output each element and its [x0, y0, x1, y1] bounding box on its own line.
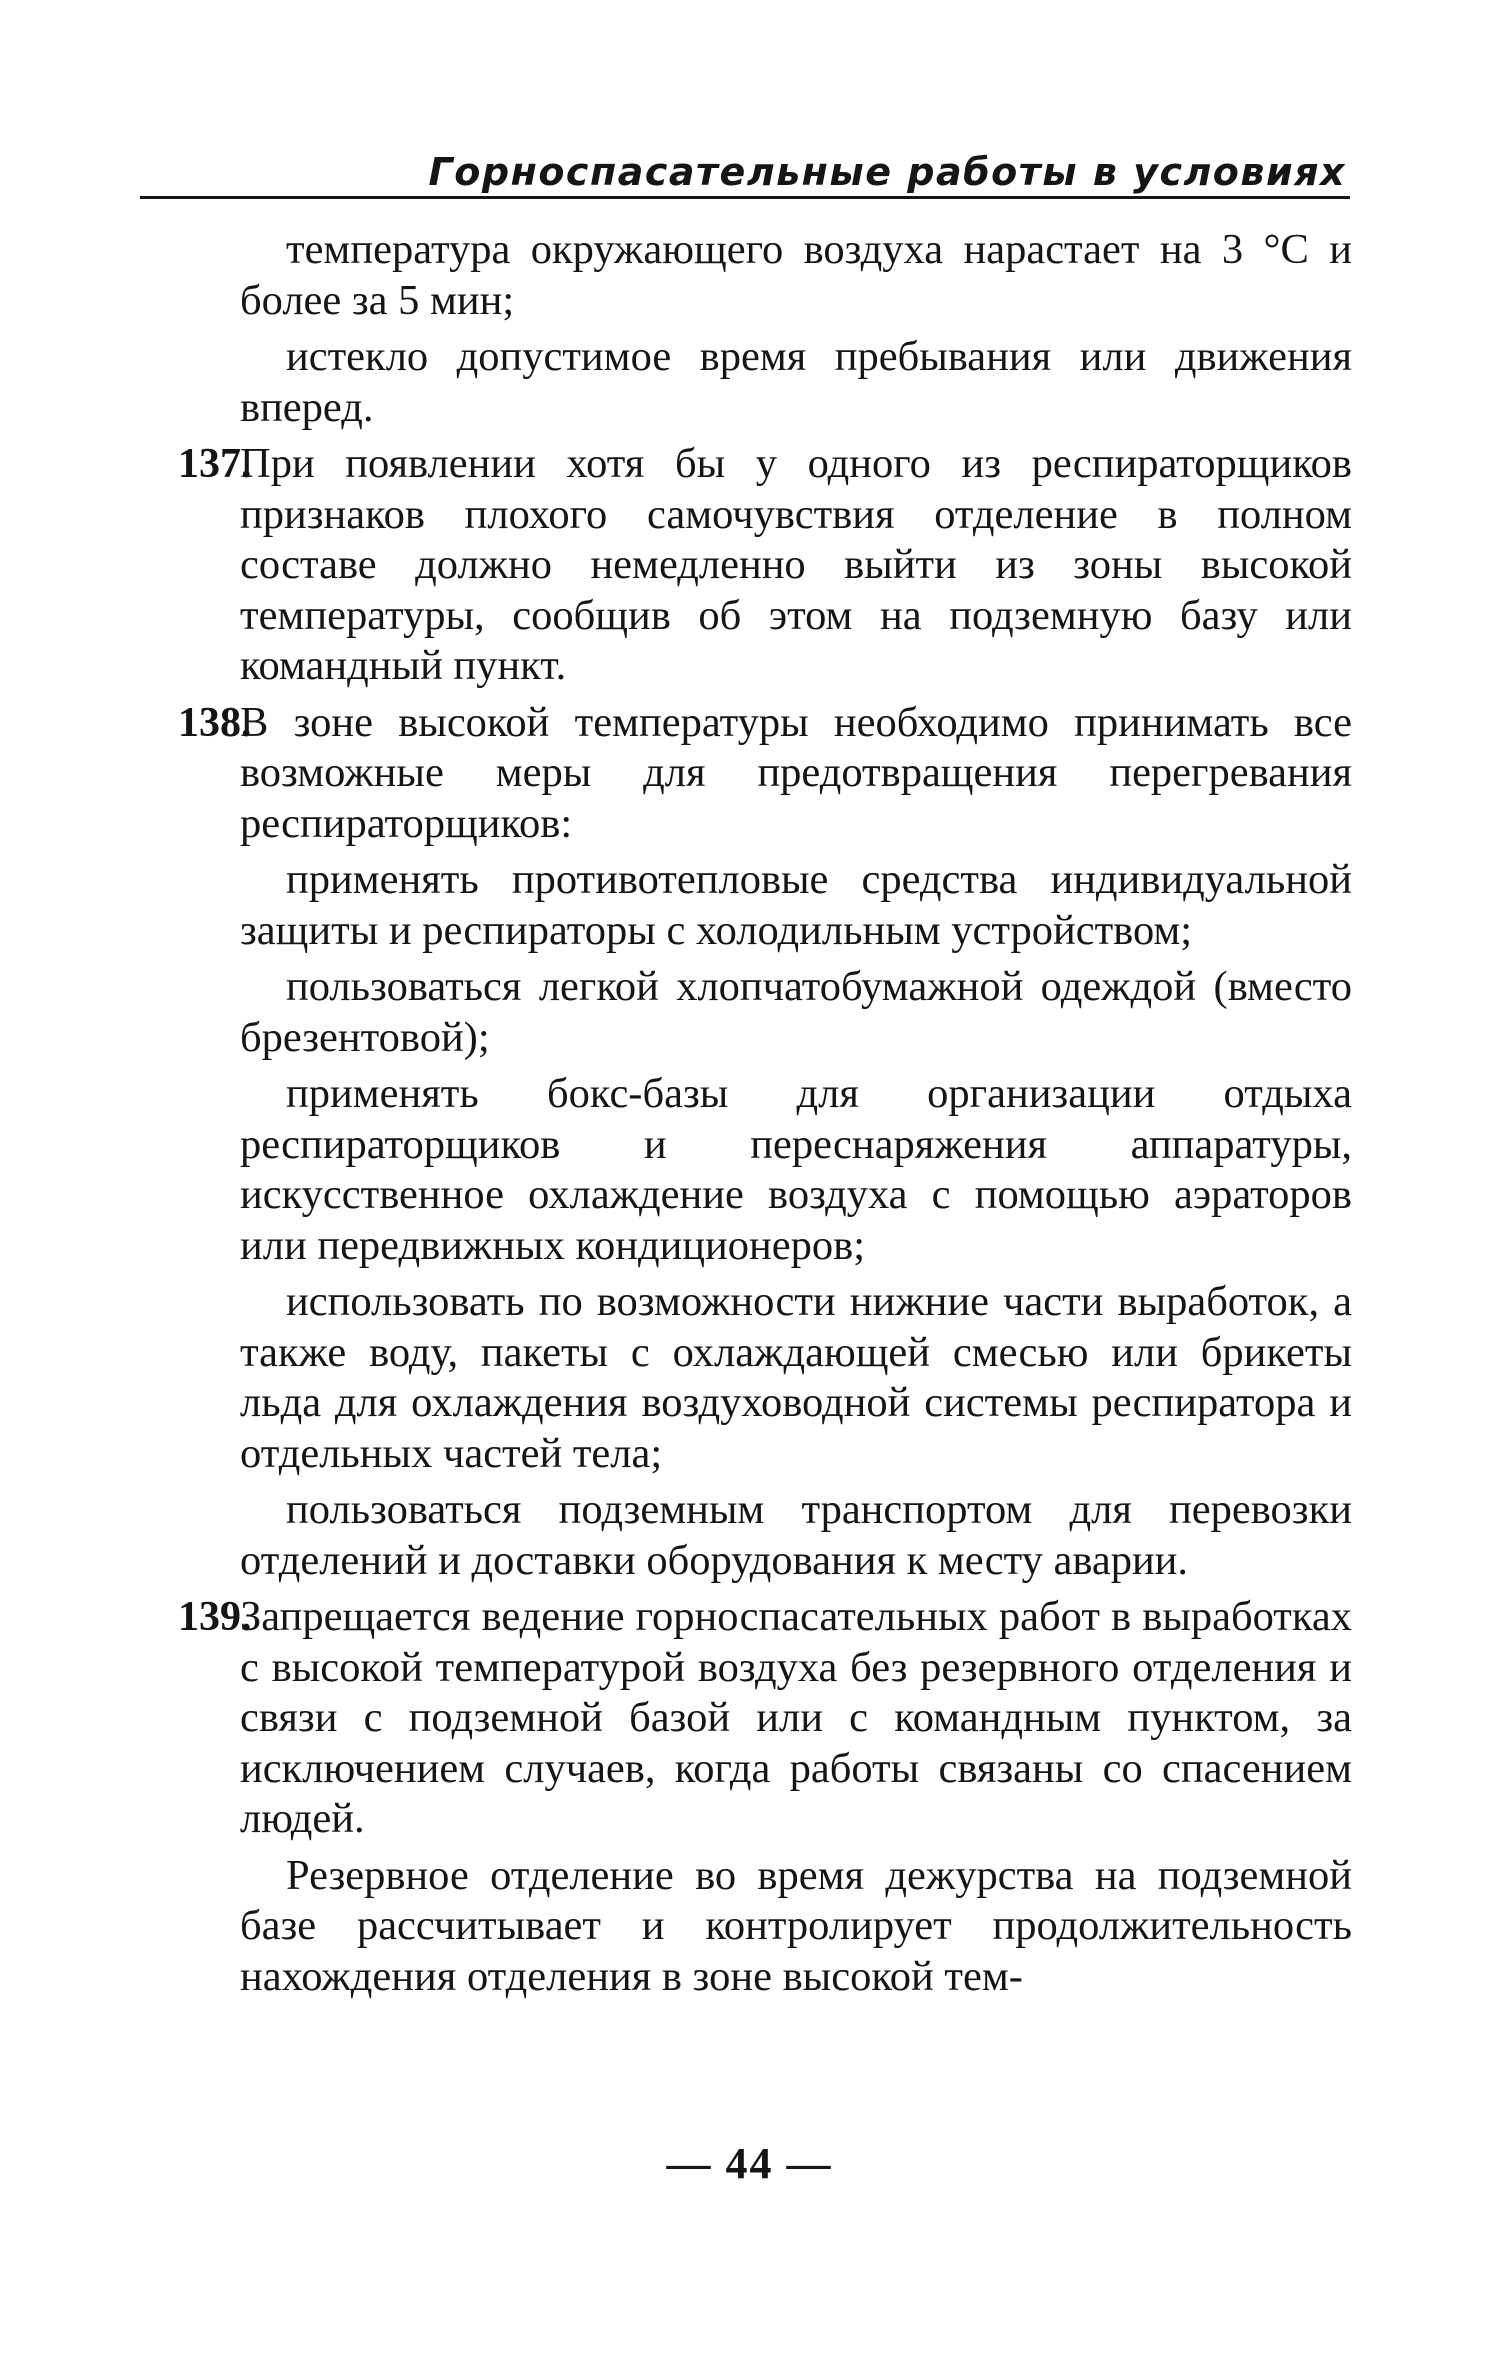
paragraph-light-clothing: пользоваться легкой хлопчатобумажной одеждой (вместо брезентовой);: [240, 963, 1352, 1061]
item-number: 138.: [178, 699, 252, 746]
paragraph-protective-equipment: применять противотепловые средства индивидуальной защиты и респираторы с холодильным устройством;: [240, 856, 1352, 954]
paragraph-temperature-rise: температура окружающего воздуха нарастает на 3 °С и более за 5 мин;: [240, 226, 1352, 324]
paragraph-underground-transport: пользоваться подземным транспортом для перевозки отделений и доставки оборудования к месту аварии.: [240, 1486, 1352, 1584]
numbered-item-138: [178, 698, 1352, 850]
item-number: 139.: [178, 1594, 252, 1640]
paragraph-lower-workings: использовать по возможности нижние части выработок, а также воду, пакеты с охлаждающей смесью или брикеты льда для охлаждения воздуховодной системы респиратора и отдельных частей тела;: [240, 1278, 1352, 1477]
item-number: 137.: [178, 441, 252, 487]
item-text: Запрещается ведение горноспасательных работ в выработках с высокой температурой воздуха без резервного отделения и связи с подземной базой или с командным пунктом, за исключением случаев, когда работы связаны со спасением людей.: [240, 1593, 1352, 1842]
paragraph-box-bases: применять бокс-базы для организации отдыха респираторщиков и переснаряжения аппаратуры, искусственное охлаждение воздуха с помощью аэраторов или передвижных кондиционеров;: [240, 1070, 1352, 1269]
numbered-item-137: [178, 439, 1352, 692]
running-header-title: Горноспасательные работы в условиях: [428, 150, 1346, 194]
running-header: [140, 148, 1350, 199]
page-body: [178, 225, 1352, 2008]
page-number: — 44 —: [666, 2139, 833, 2188]
item-text: В зоне высокой температуры необходимо принимать все возможные меры для предотвращения перегревания респираторщиков:: [240, 698, 1352, 847]
item-text: При появлении хотя бы у одного из респираторщиков признаков плохого самочувствия отделение в полном составе должно немедленно выйти из зоны высокой температуры, сообщив об этом на подземную базу или командный пункт.: [240, 440, 1352, 689]
paragraph-time-expired: истекло допустимое время пребывания или движения вперед.: [240, 333, 1352, 431]
paragraph-reserve-unit: Резервное отделение во время дежурства на подземной базе рассчитывает и контролирует продолжительность нахождения отделения в зоне высокой тем-: [240, 1851, 1352, 2000]
numbered-item-139: [178, 1592, 1352, 1845]
